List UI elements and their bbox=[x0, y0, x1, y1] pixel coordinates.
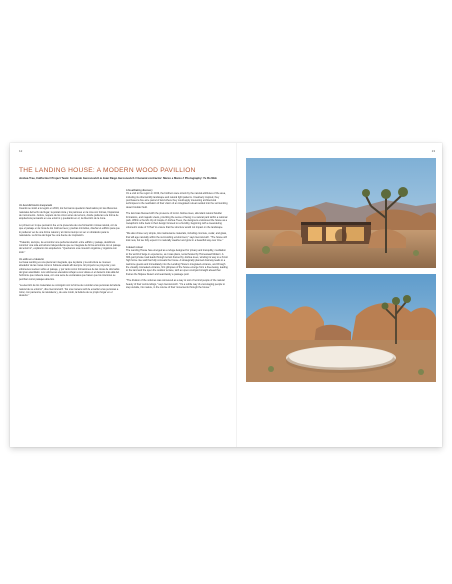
landing-house-exterior-photo bbox=[246, 158, 436, 268]
article-credits: Joshua Tree, California // Project Team: Fernando Gerosnovich & Juan Diego Gerosnovich // General contractor: Marco e Marco // Photography: Yu Ro Mok bbox=[19, 177, 217, 180]
text-column-english bbox=[126, 189, 228, 293]
paragraph: "The division of the volumes was conceived as a way to sort of remind people of the natural beauty of their surroundings," says Gerosnovich. "It's a subtle way of encouraging people to step outside, into nature, in the course of their movements through the house." bbox=[126, 279, 225, 289]
subheading: Un descubrimiento inesperado bbox=[19, 204, 53, 207]
paragraph: A desert retreat The Landing House has emerged as a refuge designed for privacy and tranquility, meditation to the world of large in experience, as it was plans, rental hosted by Homestead Modern. A 300-yard private road leads through terrain framed by Joshua trees, winding its way to a 3-foot high home rise wall that fully conceals the house. A strategically planned doorway leads to a welcome guests and immediately into the Landing House's integrated entrance, and through the visually concealed entrance, first glimpses of the house emerge from a breezeway, leading to the land and the open the outdoor terrace, with an open courtyard straight ahead that frames the Mojave Desert and seamlessly a passage pool. bbox=[126, 245, 228, 276]
article-title: THE LANDING HOUSE: A MODERN WOOD PAVILLION bbox=[19, 167, 196, 174]
magazine-spread bbox=[10, 143, 442, 447]
paragraph: "Tratando, siempre, de encontrar una perfecta relación entre edificio y paisaje, decidimos construir una sola estructura independiente que se integrara de forma armónica con el paisaje del entorno", explicaron los arquitectos. "Queríamos una conexión orgánica y orgánica con todo." bbox=[19, 240, 121, 254]
right-page-number: 13 bbox=[431, 149, 435, 153]
left-page-number: 12 bbox=[19, 149, 23, 153]
circular-deck-photo bbox=[246, 274, 436, 382]
paragraph: "La elección de los materiales se consiguió con la forma de recordar a las personas la belleza natural de su entorno", dice Gerosnovich. "Es una manera sutil de enseñar a las personas a mirar, con paciencia, la naturaleza y, de este modo, la belleza de su propio hogar en el desierto." bbox=[19, 284, 121, 298]
subheading: A breathtaking discovery bbox=[126, 189, 153, 192]
paragraph: Lo primero en lo que pensaron fue en la presencia de una formación rocosa natural, con la que el paisaje en la zona de los Joshua trees y piedras inmóviles, diseñar el edificio para que lo pudieran ver de una forma natural y al mismo tiempo no ser un obstáculo para la naturaleza. La forma del lugar fue una fuente de inspiración. bbox=[19, 224, 120, 238]
subheading: Un estilo en el desierto bbox=[19, 257, 44, 261]
paragraph: The land was blessed with the presence of iconic Joshua trees, abundant natural boulder formations, and majestic views, providing the sense of being in a natural park within a national park. Within a friend's trip of couple of Joshua Trees, the designers envisioned the house as a metaphoric ruthe feels in their design focused on a humility, beginning with a meandering volumetric scale of 'It Had' to ensure that the structure would not impact on the landscape. bbox=[126, 212, 228, 229]
paragraph: Un estilo en el desierto La Casa Landing es una pieza tan integrada, que la planta y la estructura se mueven alrededor de las rocas como si hubiera estado allí siempre. El proyecto se proyecta y sus volúmenes vuelven sobre el paisaje, y por tanto como formaciones de las rocas de dos lados del gran acantilado. Los volúmenes elevados reflejan a sus vistas en el desierto más allá del horizonte que rodea la casa, con una serie de ventanales que hacen que los interiores se perciban como paisajes abiertos. bbox=[19, 257, 120, 281]
paragraph: "We also chose very simple, low maintenance materials, including concrete, cedar, and glass, that will age naturally within the surrounding environment," says Gerosnovich. "The house will look new, but we fully expect it to naturally weather and grow in a beautiful way over time." bbox=[126, 232, 227, 243]
paragraph: Un descubrimiento inesperado Cuando se visitó a la región en 2019, los hermanos quedaron fascinados por las diferentes naturales del lecho del lugar, la postal única y los patrones en la roca con formas, hispánicas de monumento. Juntos, respeto de los cinco acres de terreno, donde pudieran a la forma de arquitectura pensando en ese entorno y quedando en él, la dirección de la zona. bbox=[19, 204, 120, 221]
subheading: A desert retreat bbox=[126, 245, 143, 249]
paragraph: A breathtaking discovery On a visit to the region in 2019, the brothers were struck by the natural attributes of the area, including its otherworldly landscape and natural light patterns. Creatively inspired, they purchased a five acre parcel of land where they could apply interesting architectural techniques to the realization of their vision of an integrated retreat nestled into the surrounding desert boulder field. bbox=[126, 189, 228, 209]
page-gutter bbox=[236, 143, 237, 447]
text-column-spanish bbox=[19, 204, 121, 301]
